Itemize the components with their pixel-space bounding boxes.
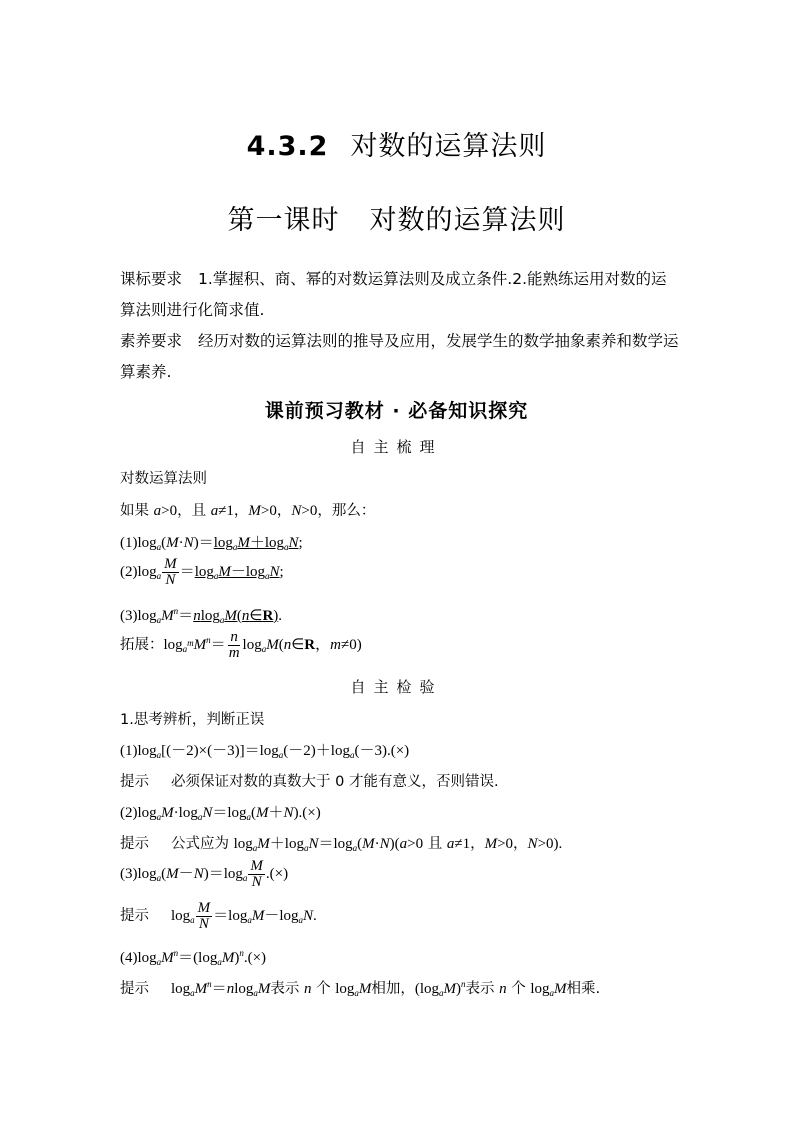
exercise-item-2: $(2)\log_aM\cdot\log_aN=\log_a(M+N).(\times)$ [120,805,321,822]
lesson-title [0,198,793,237]
exercise-tip-3: 提示 $\log_a$ $\frac{M}{N}$ $=\log_aM-\log_aN$. [120,900,317,932]
requirement-text: 1.掌握积、商、幂的对数运算法则及成立条件.2.能熟练运用对数的运算法则进行化简求值. [120,270,667,319]
exercise-item-3: $(3)\log_a(M-N)=\log_a$ $\frac{M}{N}$ .(×) [120,858,289,890]
section-title-text: 对数的运算法则 [350,131,547,162]
tip-label: 提示 [120,907,149,924]
exercise-item-4: $(4)\log_aM^n=(\log_aM)^n.(\times)$ [120,948,267,967]
condition-line: 如果 a>0，且 a≠1，M>0，N>0，那么： [120,503,376,519]
section-title [0,124,793,163]
tip-label: 提示 [120,981,149,997]
rule-quotient: $(2)\log_a$ $\frac{M}{N}$ $=\log_aM-\log_aN$; [120,556,284,588]
tip-text: 必须保证对数的真数大于 0 才能有意义，否则错误. [171,774,499,790]
literacy-text: 经历对数的运算法则的推导及应用，发展学生的数学抽象素养和数学运算素养. [120,332,679,381]
literacy-label: 素养要求 [120,332,183,350]
topic-heading: 对数运算法则 [120,471,207,487]
extension-rule: 拓展：$\log_{a^m}M^n=$ $\frac{n}{m}$ $\log_aM(n\in R$，m≠0) [120,629,362,661]
section-number: 4.3.2 [246,131,329,162]
exercise-tip-1 [120,770,499,791]
rule-power: $(3)\log_aM^n=nlog_aM(n\in R)$. [120,606,283,625]
self-review-heading: 自主梳理 [350,438,443,456]
requirement-label: 课标要求 [120,270,183,288]
lesson-title-text: 对数的运算法则 [369,205,566,236]
tip-label: 提示 [120,836,149,852]
exercise-item-1: $(1)\log_a[(-2)\times(-3)]=\log_a(-2)+\log_a(-3).(\times)$ [120,743,410,760]
exercise-tip-4: 提示 $\log_aM^n=nlog_aM$表示 n 个 $\log_aM$相加，$(\log_aM)^n$表示 n 个 $\log_aM$相乘. [120,979,601,998]
section-heading: 课前预习教材 · 必备知识探究 [264,400,529,422]
tip-label: 提示 [120,774,149,790]
self-check-heading: 自主检验 [350,678,443,696]
exercise-heading: 1.思考辨析，判断正误 [120,712,265,728]
curriculum-requirement [120,264,680,326]
rule-product: $(1)\log_a(M\cdot N)=\log_aM+\log_aN$; [120,535,303,552]
literacy-requirement [120,326,680,388]
lesson-label: 第一课时 [227,205,340,236]
exercise-tip-2: 提示 公式应为 $\log_aM+\log_aN=\log_a(M\cdot N)(a>0$ 且 a≠1，M>0，N>0). [120,836,563,853]
